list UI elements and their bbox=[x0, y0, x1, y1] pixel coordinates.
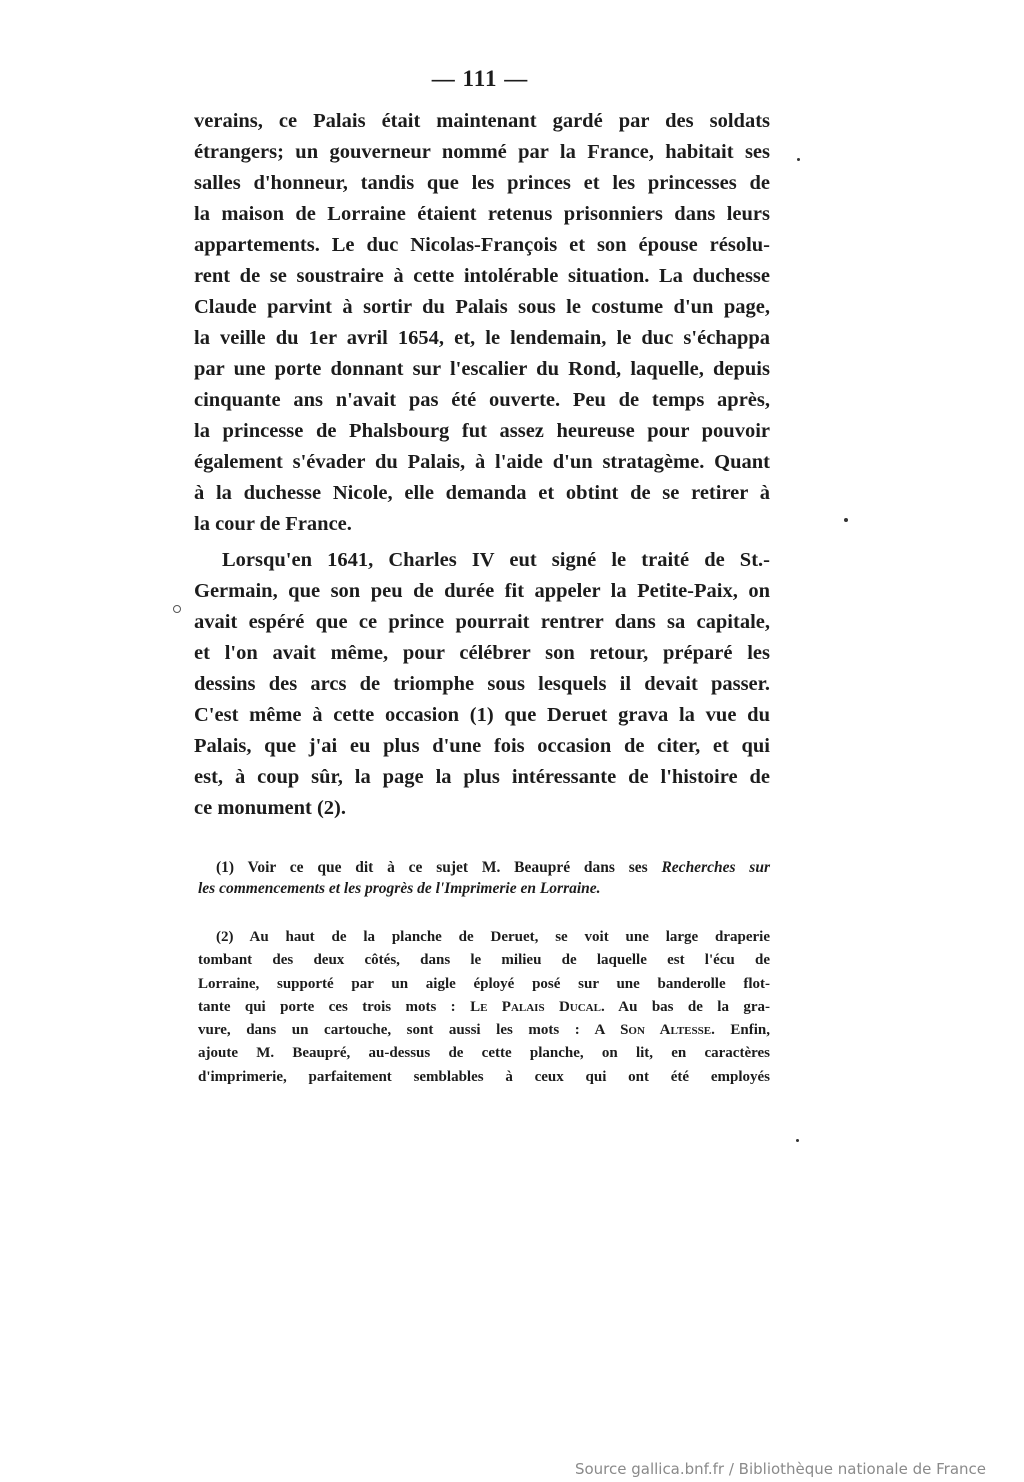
footnote-line: ajoute M. Beaupré, au-dessus de cette planche, on lit, en caractères bbox=[198, 1045, 770, 1062]
text-line: salles d'honneur, tandis que les princes et les princesses de bbox=[194, 172, 770, 194]
paragraph-2 bbox=[194, 545, 770, 824]
footnote-1 bbox=[198, 857, 770, 899]
footnote-text: . Enfin, bbox=[711, 1022, 770, 1039]
text-line: avait espéré que ce prince pourrait rentrer dans sa capitale, bbox=[194, 611, 770, 633]
footnote-line: (2) Au haut de la planche de Deruet, se voit une large draperie bbox=[216, 929, 770, 945]
footnote-line: tombant des deux côtés, dans le milieu de laquelle est l'écu de bbox=[198, 952, 770, 969]
inscription-text: Le Palais Ducal bbox=[470, 998, 601, 1015]
text-line: étrangers; un gouverneur nommé par la France, habitait ses bbox=[194, 141, 770, 163]
footnote-line: d'imprimerie, parfaitement semblables à ceux qui ont été employés bbox=[198, 1068, 770, 1085]
page-number: — 111 — bbox=[431, 66, 529, 91]
footnote-line: Lorraine, supporté par un aigle éployé posé sur une banderolle flot- bbox=[198, 975, 770, 992]
text-line: appartements. Le duc Nicolas-François et son épouse résolu- bbox=[194, 234, 770, 256]
text-line: la maison de Lorraine étaient retenus prisonniers dans leurs bbox=[194, 203, 770, 225]
text-line: la cour de France. bbox=[194, 513, 352, 535]
text-line: et l'on avait même, pour célébrer son retour, préparé les bbox=[194, 642, 770, 664]
scan-speck bbox=[797, 158, 800, 161]
text-line: Germain, que son peu de durée fit appeler la Petite-Paix, on bbox=[194, 580, 770, 602]
text-line: rent de se soustraire à cette intolérable situation. La duchesse bbox=[194, 265, 770, 287]
scan-speck bbox=[796, 1139, 799, 1142]
text-line: dessins des arcs de triomphe sous lesquels il devait passer. bbox=[194, 673, 770, 695]
text-line: ce monument (2). bbox=[194, 797, 347, 819]
footnote-line bbox=[198, 857, 770, 878]
text-line: est, à coup sûr, la page la plus intéressante de l'histoire de bbox=[194, 766, 770, 788]
footnote-title: Recherches sur bbox=[661, 859, 770, 876]
text-line: à la duchesse Nicole, elle demanda et obtint de se retirer à bbox=[194, 482, 770, 504]
footnote-line bbox=[198, 1019, 770, 1042]
paragraph-1 bbox=[194, 106, 770, 540]
inscription-text: Son Altesse bbox=[620, 1022, 712, 1039]
text-line: Claude parvint à sortir du Palais sous le costume d'un page, bbox=[194, 296, 770, 318]
footnote-text: . Au bas de la gra- bbox=[600, 998, 770, 1015]
text-line: Lorsqu'en 1641, Charles IV eut signé le traité de St.- bbox=[222, 549, 770, 571]
text-line: verains, ce Palais était maintenant gardé par des soldats bbox=[194, 110, 770, 132]
scan-speck bbox=[844, 518, 848, 522]
footnote-title: les commencements et les progrès de l'Imprimerie en Lorraine. bbox=[198, 880, 601, 897]
footnote-text: tante qui porte ces trois mots : bbox=[198, 998, 471, 1015]
footnote-text: vure, dans un cartouche, sont aussi les mots : A bbox=[198, 1022, 621, 1039]
text-line: cinquante ans n'avait pas été ouverte. Peu de temps après, bbox=[194, 389, 770, 411]
footnote-2 bbox=[198, 926, 770, 1089]
text-line: Palais, que j'ai eu plus d'une fois occasion de citer, et qui bbox=[194, 735, 770, 757]
text-line: C'est même à cette occasion (1) que Deruet grava la vue du bbox=[194, 704, 770, 726]
footnote-line bbox=[198, 996, 770, 1019]
footnote-text: (1) Voir ce que dit à ce sujet M. Beaupré dans ses bbox=[216, 859, 662, 876]
text-line: par une porte donnant sur l'escalier du Rond, laquelle, depuis bbox=[194, 358, 770, 380]
text-line: également s'évader du Palais, à l'aide d'un stratagème. Quant bbox=[194, 451, 770, 473]
text-line: la princesse de Phalsbourg fut assez heureuse pour pouvoir bbox=[194, 420, 770, 442]
text-line: la veille du 1er avril 1654, et, le lendemain, le duc s'échappa bbox=[194, 327, 770, 349]
scan-mark bbox=[173, 605, 181, 613]
source-credit: Source gallica.bnf.fr / Bibliothèque nationale de France bbox=[574, 1460, 986, 1478]
